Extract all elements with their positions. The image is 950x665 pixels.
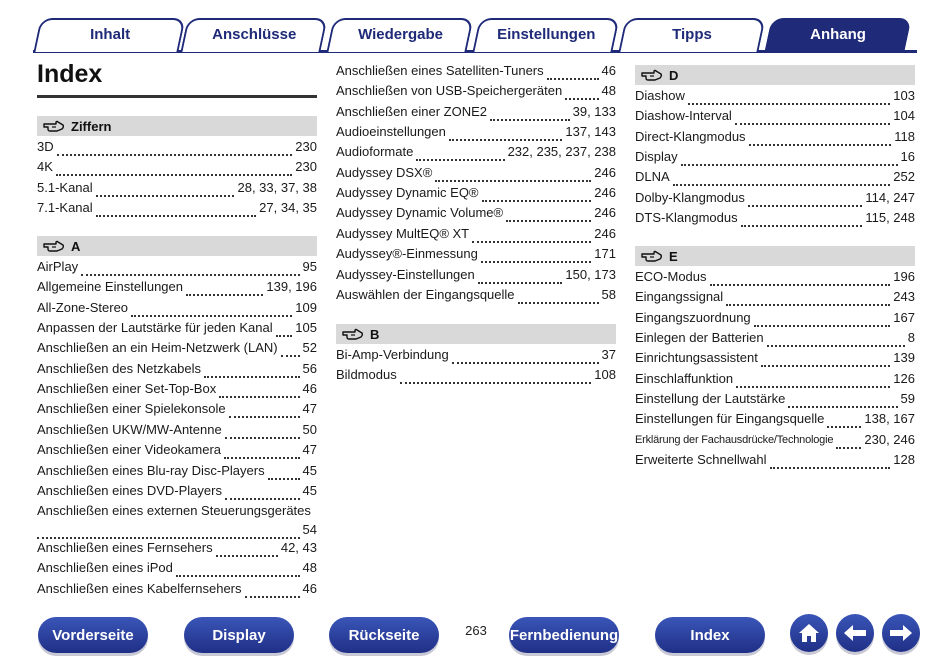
entry-term: Audyssey MultEQ® XT (336, 225, 470, 241)
index-entry[interactable] (336, 225, 616, 243)
tab-label: Einstellungen (497, 25, 596, 43)
dot-leader (710, 273, 891, 286)
dot-leader (245, 585, 300, 598)
rueckseite-button[interactable]: Rückseite (329, 617, 439, 653)
section-letter: D (669, 67, 679, 83)
entry-term: Audyssey DSX® (336, 164, 433, 180)
entry-pages: 246 (594, 164, 616, 180)
dot-leader (770, 456, 891, 469)
index-entry[interactable] (635, 268, 915, 286)
dot-leader (400, 371, 592, 384)
entry-pages: 246 (594, 225, 616, 241)
entry-term: Anschließen einer Videokamera (37, 442, 222, 458)
entry-term: Einstellung der Lautstärke (635, 391, 786, 407)
entry-term: Anschließen des Netzkabels (37, 360, 202, 376)
entry-term: Audioformate (336, 144, 414, 160)
entry-pages: 118 (894, 128, 915, 144)
entry-pages: 47 (302, 442, 317, 458)
entry-term: Erklärung der Fachausdrücke/Technologie (635, 433, 834, 446)
dot-leader (788, 395, 897, 408)
tab-label: Inhalt (89, 25, 130, 43)
dot-leader (565, 87, 598, 100)
section-letter: A (71, 238, 81, 254)
entry-pages: 58 (601, 286, 616, 302)
entry-pages: 137, 143 (565, 124, 616, 140)
index-entry[interactable] (37, 339, 317, 357)
index-entry[interactable] (336, 62, 616, 80)
index-entry[interactable] (635, 168, 915, 186)
entry-term: Anpassen der Lautstärke für jeden Kanal (37, 320, 273, 336)
index-entry[interactable] (37, 400, 317, 418)
index-entry[interactable] (336, 366, 616, 384)
dot-leader (96, 184, 235, 197)
dot-leader (229, 405, 300, 418)
entry-term: Einrichtungsassistent (635, 350, 758, 366)
entry-term: Audyssey-Einstellungen (336, 266, 475, 282)
entry-pages: 45 (302, 462, 317, 478)
entry-pages: 47 (302, 401, 317, 417)
index-entry[interactable] (336, 164, 616, 182)
index-entry[interactable] (336, 245, 616, 263)
entry-term: Anschließen eines iPod (37, 560, 173, 576)
dot-leader (276, 324, 293, 337)
index-entry[interactable] (336, 286, 616, 304)
entry-pages: 48 (302, 560, 317, 576)
dot-leader (726, 293, 890, 306)
entry-pages: 46 (302, 580, 317, 596)
entry-term: Einschlaffunktion (635, 370, 734, 386)
tab-label: Anschlüsse (212, 25, 297, 43)
home-icon (797, 622, 821, 644)
entry-pages: 171 (594, 246, 616, 262)
entry-term: Allgemeine Einstellungen (37, 279, 183, 295)
index-entry[interactable] (635, 148, 915, 166)
dot-leader (827, 415, 861, 428)
entry-pages: 243 (893, 289, 915, 305)
entry-term: Display (635, 149, 678, 165)
index-entry[interactable] (336, 346, 616, 364)
dot-leader (56, 163, 292, 176)
tab-anhang[interactable] (764, 18, 911, 52)
tab-label: Anhang (810, 25, 867, 43)
entry-pages: 16 (900, 149, 915, 165)
index-entry[interactable] (37, 539, 317, 557)
section-header (336, 324, 616, 344)
dot-leader (435, 169, 591, 182)
index-entry[interactable] (37, 258, 317, 276)
dot-leader (219, 385, 299, 398)
entry-term: Anschließen einer ZONE2 (336, 103, 488, 119)
pointing-hand-icon (43, 240, 65, 252)
pointing-hand-icon (342, 328, 364, 340)
entry-term: Anschließen eines Kabelfernsehers (37, 580, 242, 596)
dot-leader (81, 263, 299, 276)
entry-term: Audyssey Dynamic EQ® (336, 185, 479, 201)
index-entry[interactable] (635, 128, 915, 146)
entry-pages: 54 (302, 521, 317, 537)
index-entry[interactable] (37, 421, 317, 439)
entry-term: All-Zone-Stereo (37, 299, 129, 315)
tab-wiedergabe[interactable] (326, 18, 473, 52)
entry-pages: 48 (601, 83, 616, 99)
entry-pages: 252 (893, 169, 915, 185)
section-letter: B (370, 326, 380, 342)
entry-pages: 95 (302, 259, 317, 274)
dot-leader (216, 544, 278, 557)
index-entry[interactable] (37, 319, 317, 337)
page-title: Index (37, 60, 103, 88)
tab-bar (0, 0, 950, 54)
section-header (37, 236, 317, 256)
entry-term: Direct-Klangmodus (635, 128, 746, 144)
dot-leader (754, 314, 891, 327)
tab-anschluesse[interactable] (180, 18, 327, 52)
entry-pages: 27, 34, 35 (259, 200, 317, 216)
index-entry[interactable] (37, 559, 317, 577)
entry-term: Anschließen eines Blu-ray Disc-Players (37, 462, 265, 478)
entry-pages: 126 (893, 370, 915, 386)
entry-term: Anschließen eines Satelliten-Tuners (336, 63, 544, 78)
arrow-right-icon (888, 623, 914, 643)
entry-term: Audyssey®-Einmessung (336, 246, 478, 262)
dot-leader (518, 291, 599, 304)
dot-leader (735, 112, 890, 125)
dot-leader (547, 67, 599, 80)
index-entry[interactable] (37, 502, 317, 520)
tab-label: Wiedergabe (357, 25, 443, 43)
entry-term: Bi-Amp-Verbindung (336, 347, 449, 362)
entry-pages: 103 (893, 88, 915, 103)
entry-pages: 230 (295, 139, 317, 154)
dot-leader (478, 271, 563, 284)
entry-pages: 56 (302, 360, 317, 376)
entry-pages: 246 (594, 185, 616, 201)
entry-term: 7.1-Kanal (37, 200, 93, 216)
section-header (635, 65, 915, 85)
dot-leader (225, 426, 300, 439)
entry-term: 3D (37, 139, 54, 154)
display-button[interactable]: Display (184, 617, 294, 653)
index-entry[interactable] (635, 87, 915, 105)
dot-leader (204, 365, 300, 378)
index-button[interactable]: Index (655, 617, 765, 653)
entry-pages: 59 (900, 391, 915, 407)
dot-leader (741, 214, 863, 227)
entry-pages: 46 (601, 63, 616, 78)
vorderseite-button[interactable]: Vorderseite (38, 617, 148, 653)
dot-leader (186, 283, 263, 296)
index-entry[interactable] (37, 482, 317, 500)
index-entry[interactable] (635, 410, 915, 428)
entry-term: Anschließen UKW/MW-Antenne (37, 421, 222, 437)
dot-leader (224, 446, 300, 459)
index-entry[interactable] (336, 184, 616, 202)
tab-einstellungen[interactable] (472, 18, 619, 52)
dot-leader (449, 128, 563, 141)
entry-pages: 50 (302, 421, 317, 437)
title-rule (37, 95, 317, 98)
entry-pages: 115, 248 (865, 210, 915, 226)
section-letter: Ziffern (71, 118, 112, 134)
index-entry[interactable] (336, 103, 616, 121)
arrow-left-icon (842, 623, 868, 643)
tab-tipps[interactable] (618, 18, 765, 52)
index-entry[interactable] (37, 278, 317, 296)
index-entry[interactable] (336, 143, 616, 161)
pointing-hand-icon (43, 120, 65, 132)
entry-term: ECO-Modus (635, 269, 707, 284)
index-entry[interactable] (635, 309, 915, 327)
entry-term: Anschließen eines externen Steuerungsgerätes (37, 503, 311, 519)
dot-leader (57, 143, 293, 156)
entry-term: 5.1-Kanal (37, 179, 93, 195)
entry-pages: 167 (893, 309, 915, 325)
entry-pages: 232, 235, 237, 238 (507, 144, 616, 160)
entry-term: Auswählen der Eingangsquelle (336, 286, 515, 302)
index-entry[interactable] (635, 107, 915, 125)
dot-leader (836, 436, 861, 449)
dot-leader (96, 204, 257, 217)
index-entry[interactable] (635, 431, 915, 449)
entry-term: DTS-Klangmodus (635, 210, 738, 226)
entry-pages: 230, 246 (864, 431, 915, 447)
dot-leader (749, 133, 892, 146)
index-entry[interactable] (37, 441, 317, 459)
dot-leader (506, 209, 591, 222)
back-arrow-button[interactable] (836, 614, 874, 652)
entry-pages: 105 (295, 320, 317, 336)
entry-pages: 150, 173 (565, 266, 616, 282)
entry-term: Erweiterte Schnellwahl (635, 452, 767, 468)
dot-leader (37, 526, 300, 539)
entry-pages: 128 (893, 452, 915, 468)
entry-term: Audioeinstellungen (336, 124, 446, 140)
index-entry[interactable] (37, 380, 317, 398)
entry-pages: 52 (302, 340, 317, 356)
entry-term: Anschließen einer Spielekonsole (37, 401, 226, 417)
section-letter: E (669, 248, 678, 264)
dot-leader (225, 487, 300, 500)
entry-term: DLNA (635, 169, 670, 185)
entry-pages: 8 (907, 330, 915, 346)
dot-leader (481, 250, 591, 263)
dot-leader (767, 334, 905, 347)
entry-term: Anschließen an ein Heim-Netzwerk (LAN) (37, 340, 278, 356)
dot-leader (281, 344, 300, 357)
index-entry[interactable] (635, 349, 915, 367)
entry-pages: 114, 247 (865, 189, 915, 205)
entry-pages: 42, 43 (280, 539, 317, 555)
index-entry[interactable] (635, 288, 915, 306)
entry-pages: 46 (302, 381, 317, 397)
section-header (635, 246, 915, 266)
index-entry[interactable] (635, 329, 915, 347)
dot-leader (761, 354, 890, 367)
dot-leader (452, 351, 599, 364)
dot-leader (748, 194, 863, 207)
index-entry[interactable] (336, 82, 616, 100)
entry-pages: 37 (601, 347, 616, 362)
tab-label: Tipps (672, 25, 713, 43)
index-entry[interactable] (635, 370, 915, 388)
entry-pages: 196 (893, 269, 915, 284)
index-entry[interactable] (37, 138, 317, 156)
dot-leader (736, 375, 890, 388)
dot-leader (673, 173, 891, 186)
entry-pages: 139, 196 (266, 279, 317, 295)
index-entry[interactable] (336, 123, 616, 141)
entry-term: Audyssey Dynamic Volume® (336, 205, 504, 221)
forward-arrow-button[interactable] (882, 614, 920, 652)
index-entry[interactable] (336, 204, 616, 222)
index-entry[interactable] (635, 189, 915, 207)
index-entry-continuation[interactable] (37, 521, 317, 539)
entry-pages: 138, 167 (864, 411, 915, 427)
dot-leader (681, 153, 898, 166)
index-entry[interactable] (37, 580, 317, 598)
index-entry[interactable] (336, 266, 616, 284)
entry-pages: 45 (302, 482, 317, 498)
entry-term: Dolby-Klangmodus (635, 189, 745, 205)
entry-pages: 104 (893, 108, 915, 124)
dot-leader (482, 189, 592, 202)
entry-pages: 246 (594, 205, 616, 221)
entry-term: Diashow-Interval (635, 108, 732, 124)
dot-leader (176, 564, 300, 577)
index-entry[interactable] (635, 390, 915, 408)
index-entry[interactable] (37, 299, 317, 317)
index-entry[interactable] (37, 462, 317, 480)
dot-leader (416, 148, 504, 161)
entry-term: Einstellungen für Eingangsquelle (635, 411, 825, 427)
entry-term: 4K (37, 159, 53, 175)
entry-term: Diashow (635, 88, 685, 103)
entry-term: Anschließen einer Set-Top-Box (37, 381, 217, 397)
index-entry[interactable] (635, 451, 915, 469)
dot-leader (490, 108, 570, 121)
section-header (37, 116, 317, 136)
fernbedienung-button[interactable]: Fernbedienung (509, 617, 619, 653)
tab-inhalt[interactable] (33, 18, 185, 52)
entry-pages: 28, 33, 37, 38 (237, 179, 317, 195)
entry-pages: 108 (594, 367, 616, 383)
pointing-hand-icon (641, 250, 663, 262)
entry-term: Eingangszuordnung (635, 309, 751, 325)
entry-pages: 109 (295, 299, 317, 315)
entry-term: AirPlay (37, 259, 79, 274)
entry-term: Anschließen von USB-Speichergeräten (336, 83, 563, 99)
entry-term: Einlegen der Batterien (635, 330, 764, 346)
dot-leader (131, 304, 292, 317)
entry-pages: 139 (893, 350, 915, 366)
entry-term: Anschließen eines DVD-Players (37, 482, 222, 498)
index-entry[interactable] (37, 179, 317, 197)
pointing-hand-icon (641, 69, 663, 81)
home-button[interactable] (790, 614, 828, 652)
index-entry[interactable] (635, 209, 915, 227)
entry-term: Anschließen eines Fernsehers (37, 539, 213, 555)
entry-term: Bildmodus (336, 367, 397, 383)
index-entry[interactable] (37, 158, 317, 176)
entry-pages: 39, 133 (572, 103, 616, 119)
dot-leader (472, 230, 591, 243)
index-entry[interactable] (37, 360, 317, 378)
dot-leader (268, 467, 300, 480)
index-entry[interactable] (37, 199, 317, 217)
dot-leader (688, 92, 890, 105)
entry-pages: 230 (295, 159, 317, 175)
entry-term: Eingangssignal (635, 289, 724, 305)
page-number: 263 (465, 623, 487, 638)
